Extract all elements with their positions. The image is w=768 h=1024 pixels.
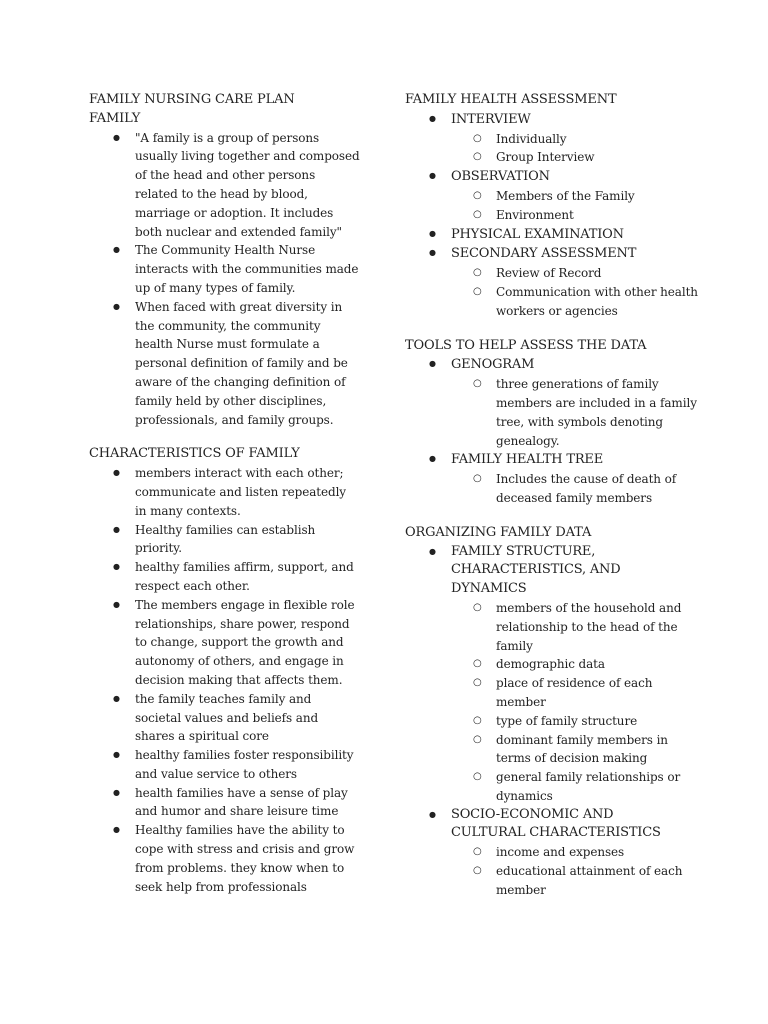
filled-bullet-icon: ● bbox=[429, 171, 436, 181]
sub-list bbox=[451, 470, 705, 508]
list-item: ● members interact with each other; communicate and listen repeatedly in many contexts. bbox=[113, 466, 346, 518]
hollow-bullet-icon: ○ bbox=[473, 285, 482, 297]
hollow-bullet-icon: ○ bbox=[473, 714, 482, 726]
list-item: ● "A family is a group of persons usually living together and composed of the head and other persons related to the head by blood, marriage or adoption. It includes both nuclear and extended family" bbox=[113, 130, 360, 239]
list-item: ● The members engage in flexible role relationships, share power, respond to change, support the growth and autonomy of others, and engage in decision making that affects them. bbox=[113, 597, 355, 687]
hollow-bullet-icon: ○ bbox=[473, 208, 482, 220]
sub-list-item: ○ Group Interview bbox=[451, 148, 705, 167]
family-list bbox=[89, 129, 369, 430]
hollow-bullet-icon: ○ bbox=[473, 601, 482, 613]
list-item: ● INTERVIEW ○ Individually ○ Group Interview bbox=[405, 110, 705, 167]
sub-list bbox=[451, 187, 705, 225]
list-item: ● health families have a sense of play and humor and share leisure time bbox=[113, 785, 348, 819]
filled-bullet-icon: ● bbox=[113, 524, 120, 534]
filled-bullet-icon: ● bbox=[429, 546, 436, 556]
sub-list-item: ○ Environment bbox=[451, 206, 705, 225]
family-heading: FAMILY bbox=[89, 110, 141, 126]
list-item: ● SECONDARY ASSESSMENT ○ Review of Record ○ Communication with other health workers or agencies bbox=[405, 244, 705, 320]
sub-list-item: ○ dominant family members in terms of decision making bbox=[473, 732, 668, 766]
hollow-bullet-icon: ○ bbox=[473, 865, 482, 877]
filled-bullet-icon: ● bbox=[113, 245, 120, 255]
sub-list-item: ○ members of the household and relationship to the head of the family bbox=[473, 600, 682, 653]
tools-heading: TOOLS TO HELP ASSESS THE DATA bbox=[405, 337, 647, 353]
hollow-bullet-icon: ○ bbox=[473, 189, 482, 201]
list-item: ● the family teaches family and societal values and beliefs and shares a spiritual core bbox=[113, 691, 319, 744]
right-column bbox=[405, 91, 705, 900]
hollow-bullet-icon: ○ bbox=[473, 771, 482, 783]
list-item: ● Healthy families have the ability to cope with stress and crisis and grow from problems. they know when to seek help from professionals bbox=[113, 823, 355, 894]
filled-bullet-icon: ● bbox=[113, 787, 120, 797]
organizing-list bbox=[405, 543, 705, 900]
list-item: ● GENOGRAM ○ three generations of family members are included in a family tree, with symbols denoting genealogy. bbox=[405, 355, 705, 450]
filled-bullet-icon: ● bbox=[429, 809, 436, 819]
list-item: ● Healthy families can establish priority. bbox=[113, 522, 316, 556]
filled-bullet-icon: ● bbox=[429, 359, 436, 369]
hollow-bullet-icon: ○ bbox=[473, 132, 482, 144]
filled-bullet-icon: ● bbox=[113, 468, 120, 478]
hollow-bullet-icon: ○ bbox=[473, 378, 482, 390]
sub-list-item: ○ Communication with other health workers or agencies bbox=[473, 284, 698, 318]
characteristics-heading: CHARACTERISTICS OF FAMILY bbox=[89, 446, 300, 462]
filled-bullet-icon: ● bbox=[429, 228, 436, 238]
filled-bullet-icon: ● bbox=[113, 750, 120, 760]
sub-list bbox=[451, 264, 705, 320]
characteristics-list bbox=[89, 464, 369, 896]
list-item: ● FAMILY STRUCTURE, CHARACTERISTICS, AND DYNAMICS ○ members of the household and relationship to the head of the family ○ demographic data ○ place of residence of each member ○ type of family structure ○ dominant family members in terms of decision making ○ general family relationships or dynamics bbox=[405, 543, 705, 806]
sub-list-item: ○ general family relationships or dynamics bbox=[473, 770, 681, 803]
left-column bbox=[89, 91, 369, 896]
sub-list-item: ○ place of residence of each member bbox=[473, 676, 653, 709]
filled-bullet-icon: ● bbox=[429, 113, 436, 123]
list-item: ● healthy families foster responsibility and value service to others bbox=[113, 748, 354, 781]
filled-bullet-icon: ● bbox=[113, 693, 120, 703]
hollow-bullet-icon: ○ bbox=[473, 267, 482, 279]
sub-list-item: ○ Includes the cause of death of deceased family members bbox=[473, 472, 677, 505]
hollow-bullet-icon: ○ bbox=[473, 846, 482, 858]
sub-list bbox=[451, 130, 705, 168]
filled-bullet-icon: ● bbox=[113, 825, 120, 835]
tools-list bbox=[405, 355, 705, 507]
hollow-bullet-icon: ○ bbox=[473, 677, 482, 689]
list-item: ● The Community Health Nurse interacts with the communities made up of many types of family. bbox=[113, 243, 359, 295]
sub-list-item: ○ type of family structure bbox=[451, 712, 705, 731]
list-item: ● OBSERVATION ○ Members of the Family ○ Environment bbox=[405, 167, 705, 224]
sub-list-item: ○ Review of Record bbox=[451, 264, 705, 283]
filled-bullet-icon: ● bbox=[429, 248, 436, 258]
sub-list-item: ○ three generations of family members are included in a family tree, with symbols denoting genealogy. bbox=[473, 377, 697, 448]
assessment-heading: FAMILY HEALTH ASSESSMENT bbox=[405, 92, 617, 107]
hollow-bullet-icon: ○ bbox=[473, 658, 482, 670]
document-title: FAMILY NURSING CARE PLAN bbox=[89, 92, 295, 107]
filled-bullet-icon: ● bbox=[113, 599, 120, 609]
sub-list bbox=[451, 843, 705, 899]
list-item: ● healthy families affirm, support, and respect each other. bbox=[113, 560, 354, 593]
sub-list-item: ○ income and expenses bbox=[451, 843, 705, 862]
list-item: ● FAMILY HEALTH TREE ○ Includes the cause of death of deceased family members bbox=[405, 450, 705, 507]
sub-list-item: ○ Members of the Family bbox=[451, 187, 705, 206]
filled-bullet-icon: ● bbox=[429, 454, 436, 464]
sub-list bbox=[451, 599, 705, 806]
hollow-bullet-icon: ○ bbox=[473, 151, 482, 163]
filled-bullet-icon: ● bbox=[113, 132, 120, 142]
hollow-bullet-icon: ○ bbox=[473, 473, 482, 485]
organizing-heading: ORGANIZING FAMILY DATA bbox=[405, 524, 592, 540]
list-item: ● When faced with great diversity in the community, the community health Nurse must formulate a personal definition of family and be aware of the changing definition of family held by other disciplines, professionals, and family groups. bbox=[113, 299, 348, 427]
sub-list-item: ○ educational attainment of each member bbox=[473, 864, 683, 897]
hollow-bullet-icon: ○ bbox=[473, 733, 482, 745]
sub-list bbox=[451, 375, 705, 450]
filled-bullet-icon: ● bbox=[113, 301, 120, 311]
filled-bullet-icon: ● bbox=[113, 562, 120, 572]
list-item: ● SOCIO-ECONOMIC AND CULTURAL CHARACTERISTICS ○ income and expenses ○ educational attainment of each member bbox=[405, 806, 705, 900]
sub-list-item: ○ demographic data bbox=[451, 655, 705, 674]
assessment-list bbox=[405, 110, 705, 321]
list-item: ● PHYSICAL EXAMINATION bbox=[429, 226, 624, 242]
sub-list-item: ○ Individually bbox=[451, 130, 705, 149]
